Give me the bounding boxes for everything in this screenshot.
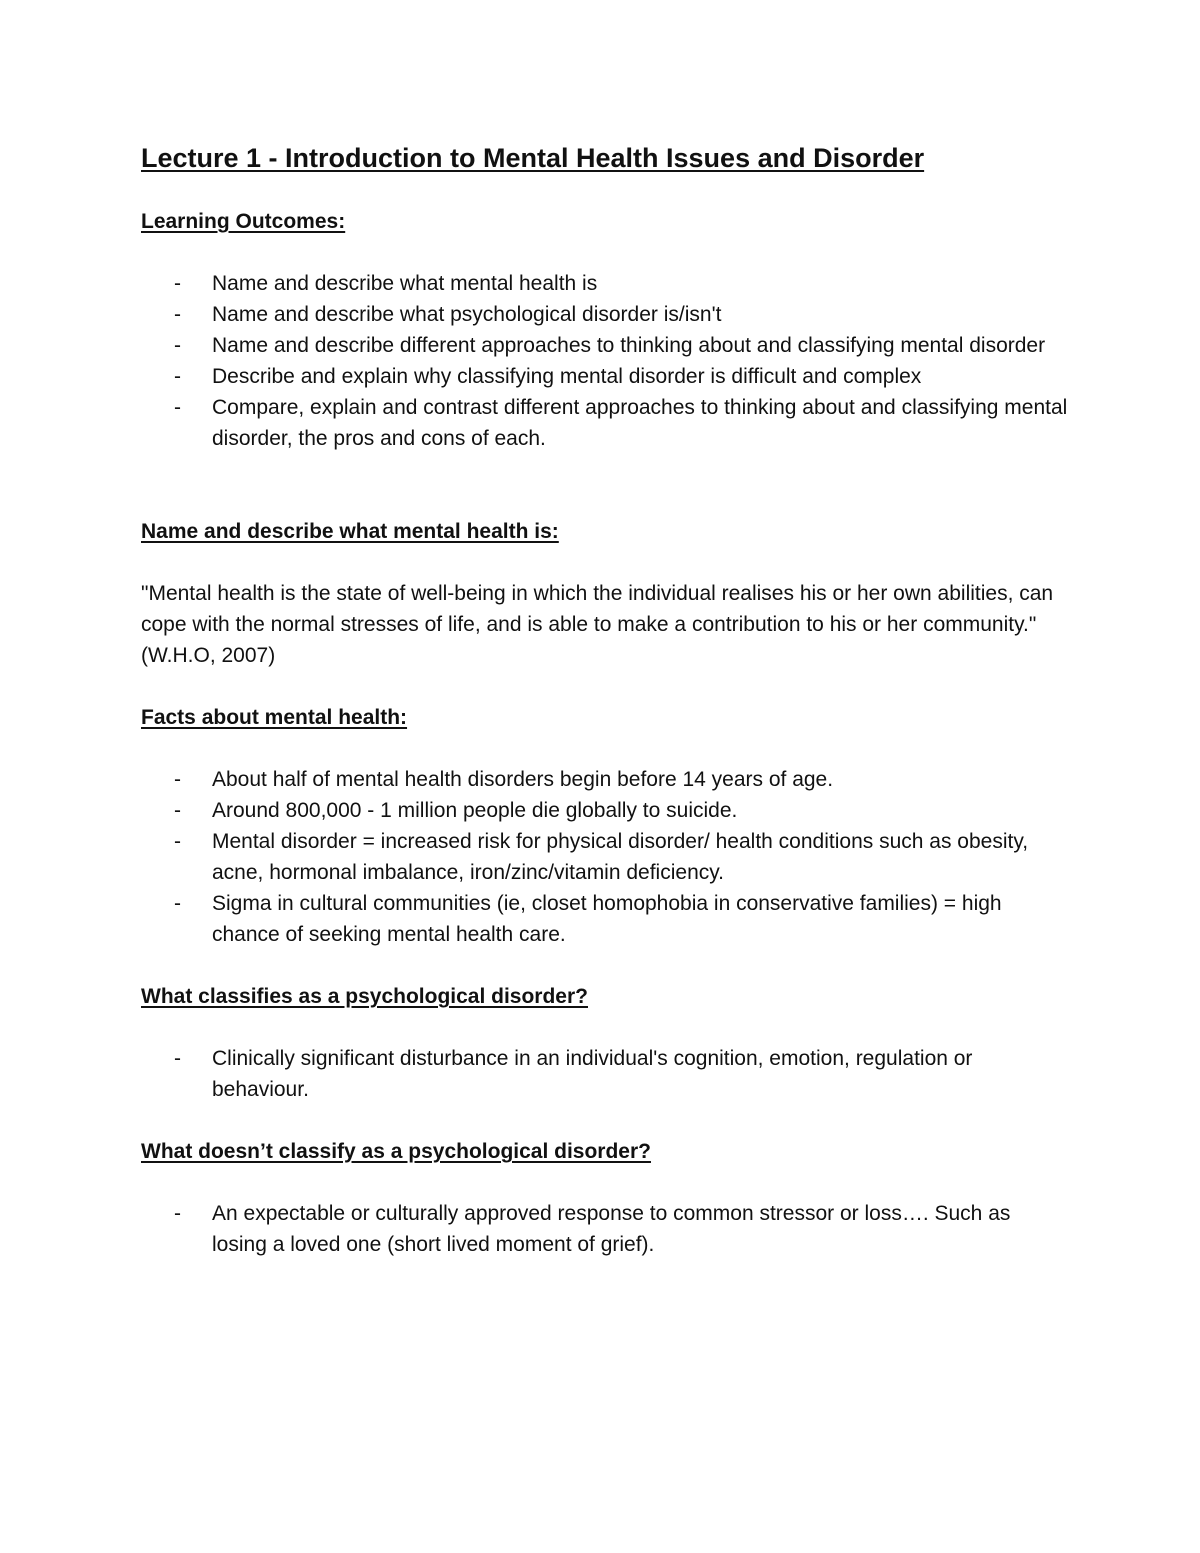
learning-outcomes-list <box>141 268 1071 454</box>
not-classifies-list <box>141 1198 1071 1260</box>
dash-bullet: - <box>174 396 181 419</box>
classifies-heading: What classifies as a psychological disorder? <box>141 985 588 1008</box>
list-item: - Around 800,000 - 1 million people die globally to suicide. <box>141 795 1071 826</box>
list-item: - Mental disorder = increased risk for physical disorder/ health conditions such as obesity, acne, hormonal imbalance, iron/zinc/vitamin deficiency. <box>141 826 1071 888</box>
list-item: - Compare, explain and contrast different approaches to thinking about and classifying mental disorder, the pros and cons of each. <box>141 392 1071 454</box>
facts-heading: Facts about mental health: <box>141 706 408 729</box>
list-item: - Clinically significant disturbance in an individual's cognition, emotion, regulation or behaviour. <box>141 1043 1071 1105</box>
dash-bullet: - <box>174 768 181 791</box>
facts-list <box>141 764 1071 950</box>
dash-bullet: - <box>174 365 181 388</box>
list-item: - Name and describe what psychological disorder is/isn't <box>141 299 1071 330</box>
list-item: - Describe and explain why classifying mental disorder is difficult and complex <box>141 361 1071 392</box>
document-page <box>141 136 1071 1260</box>
dash-bullet: - <box>174 1047 181 1070</box>
classifies-list <box>141 1043 1071 1105</box>
list-item: - Name and describe different approaches to thinking about and classifying mental disorder <box>141 330 1071 361</box>
learning-outcomes-heading: Learning Outcomes: <box>141 210 346 233</box>
list-item: - Sigma in cultural communities (ie, closet homophobia in conservative families) = high chance of seeking mental health care. <box>141 888 1071 950</box>
dash-bullet: - <box>174 892 181 915</box>
mental-health-heading: Name and describe what mental health is: <box>141 520 559 543</box>
dash-bullet: - <box>174 303 181 326</box>
mental-health-quote: "Mental health is the state of well-being in which the individual realises his or her own abilities, can cope with the normal stresses of life, and is able to make a contribution to his or her community." (W.H.O, 2007) <box>141 582 1054 667</box>
dash-bullet: - <box>174 830 181 853</box>
dash-bullet: - <box>174 799 181 822</box>
list-item: - Name and describe what mental health is <box>141 268 1071 299</box>
dash-bullet: - <box>174 334 181 357</box>
page-title: Lecture 1 - Introduction to Mental Health Issues and Disorder <box>141 143 925 173</box>
not-classifies-heading: What doesn’t classify as a psychological disorder? <box>141 1140 651 1163</box>
dash-bullet: - <box>174 272 181 295</box>
dash-bullet: - <box>174 1202 181 1225</box>
list-item: - An expectable or culturally approved response to common stressor or loss…. Such as losing a loved one (short lived moment of grief). <box>141 1198 1071 1260</box>
list-item: - About half of mental health disorders begin before 14 years of age. <box>141 764 1071 795</box>
